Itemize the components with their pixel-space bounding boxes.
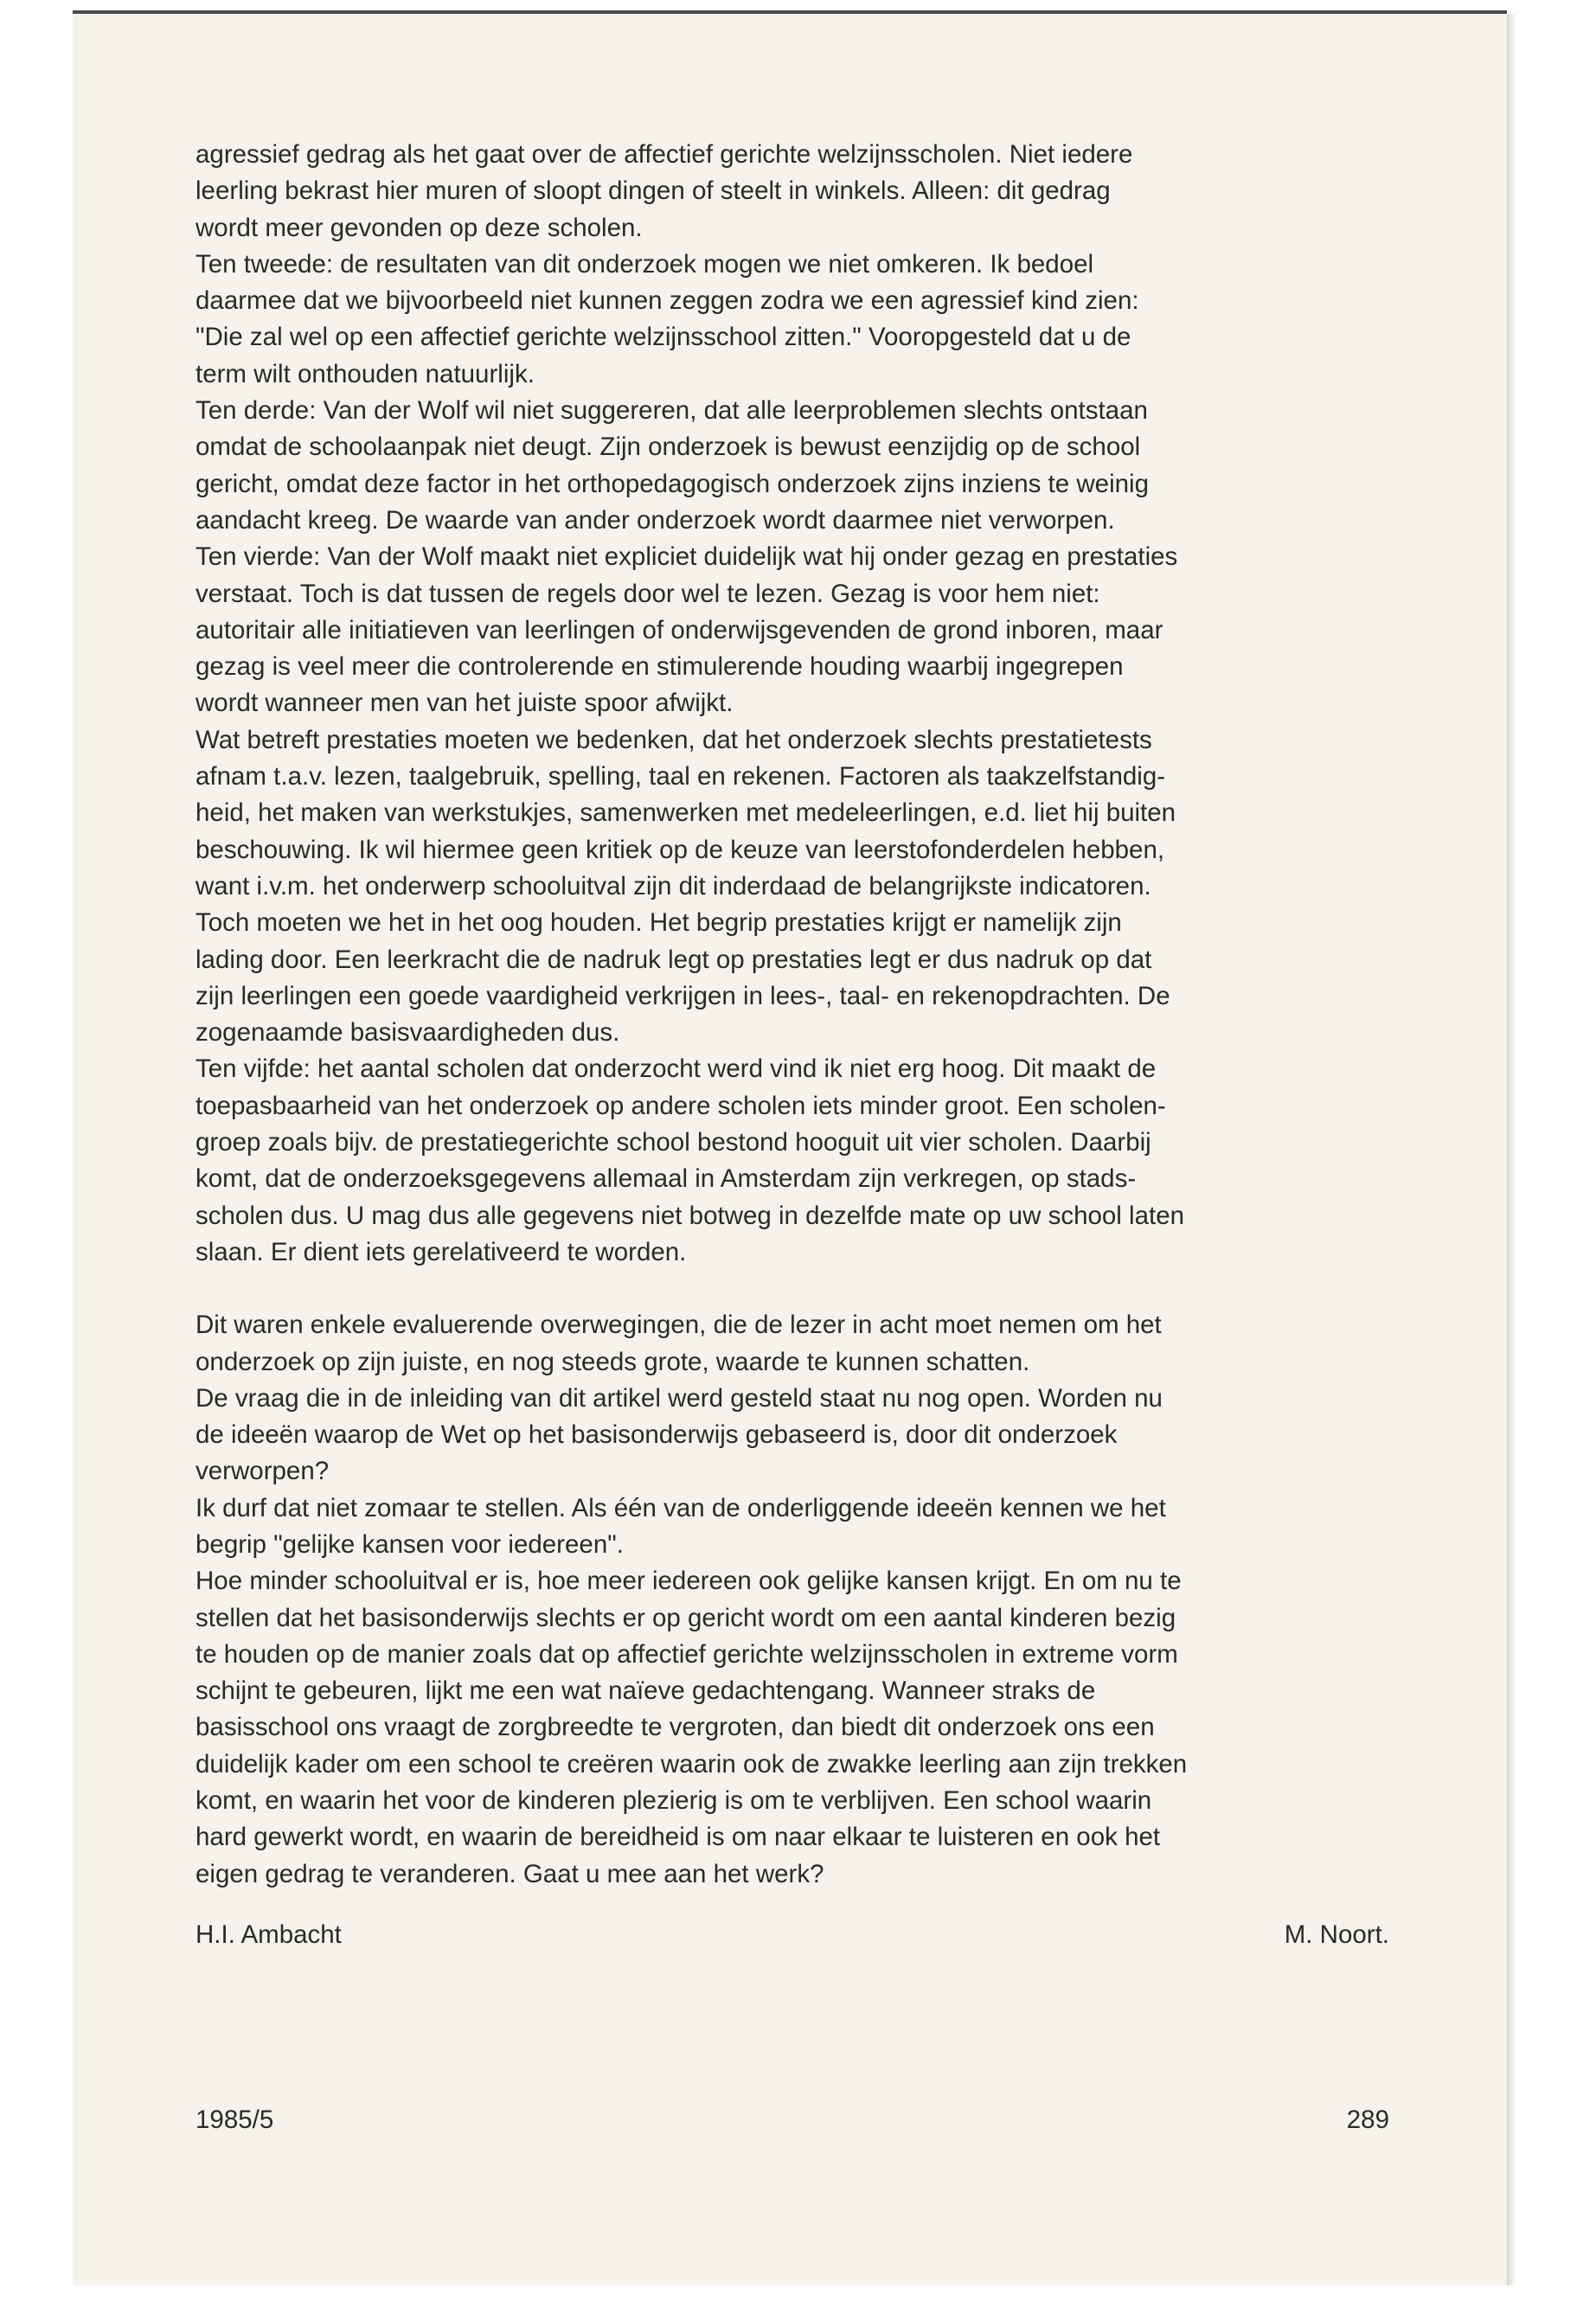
paragraph-gelijke-kansen: Ik durf dat niet zomaar te stellen. Als één van de onderliggende ideeën kennen we het begrip "gelijke kansen voor iedereen".	[195, 1493, 1166, 1559]
paragraph-ten-tweede: Ten tweede: de resultaten van dit onderzoek mogen we niet omkeren. Ik bedoel daarmee dat we bijvoorbeeld niet kunnen zeggen zodra we een agressief kind zien: "Die zal wel op een affectief gerichte welzijnsschool zitten." Vooropgesteld dat u de term wilt onthouden natuurlijk.	[195, 249, 1139, 388]
paragraph-ten-vierde: Ten vierde: Van der Wolf maakt niet expliciet duidelijk wat hij onder gezag en prestaties verstaat. Toch is dat tussen de regels door wel te lezen. Gezag is voor hem niet: autoritair alle initiatieven van leerlingen of onderwijsgevenden de grond inboren, maar gezag is veel meer die controlerende en stimulerende houding waarbij ingegrepen wordt wanneer men van het juiste spoor afwijkt.	[195, 542, 1178, 718]
paragraph-conclusie: Hoe minder schooluitval er is, hoe meer iedereen ook gelijke kansen krijgt. En om nu te stellen dat het basisonderwijs slechts er op gericht wordt om een aantal kinderen bezig te houden op de manier zoals dat op affectief gerichte welzijnsscholen in extreme vorm schijnt te gebeuren, lijkt me een wat naïeve gedachtengang. Wanneer straks de basisschool ons vraagt de zorgbreedte te vergroten, dan biedt dit onderzoek ons een duidelijk kader om een school te creëren waarin ook de zwakke leerling aan zijn trekken komt, en waarin het voor de kinderen plezierig is om te verblijven. Een school waarin hard gewerkt wordt, en waarin de bereidheid is om naar elkaar te luisteren en ook het eigen gedrag te veranderen. Gaat u mee aan het werk?	[195, 1567, 1188, 1888]
paragraph-evaluerende-overwegingen: Dit waren enkele evaluerende overwegingen, die de lezer in acht moet nemen om het onderzoek op zijn juiste, en nog steeds grote, waarde te kunnen schatten.	[195, 1311, 1162, 1376]
paragraph-prestaties: Wat betreft prestaties moeten we bedenken, dat het onderzoek slechts prestatietests afnam t.a.v. lezen, taalgebruik, spelling, taal en rekenen. Factoren als taakzelfstandig- heid, het maken van werkstukjes, samenwerken met medeleerlingen, e.d. liet hij buiten beschouwing. Ik wil hiermee geen kritiek op de keuze van leerstofonderdelen hebben, want i.v.m. het onderwerp schooluitval zijn dit inderdaad de belangrijkste indicatoren. Toch moeten we het in het oog houden. Het begrip prestaties krijgt er namelijk zijn lading door. Een leerkracht die de nadruk legt op prestaties legt er dus nadruk op dat zijn leerlingen een goede vaardigheid verkrijgen in lees-, taal- en rekenopdrachten. De zogenaamde basisvaardigheden dus.	[195, 725, 1176, 1048]
author-left: H.I. Ambacht	[195, 1920, 342, 1949]
page-number: 289	[1346, 2106, 1389, 2134]
paragraph-ten-vijfde: Ten vijfde: het aantal scholen dat onderzocht werd vind ik niet erg hoog. Dit maakt de toepasbaarheid van het onderzoek op andere scholen iets minder groot. Een scholen- groep zoals bijv. de prestatiegerichte school bestond hooguit uit vier scholen. Daarbij komt, dat de onderzoeksgegevens allemaal in Amsterdam zijn verkregen, op stads- scholen dus. U mag dus alle gegevens niet botweg in dezelfde mate op uw school laten slaan. Er dient iets gerelativeerd te worden.	[195, 1054, 1185, 1266]
paragraph-aggressive-behaviour: agressief gedrag als het gaat over de affectief gerichte welzijnsscholen. Niet iedere leerling bekrast hier muren of sloopt dingen of steelt in winkels. Alleen: dit gedrag wordt meer gevonden op deze scholen.	[195, 140, 1133, 242]
issue-number: 1985/5	[195, 2106, 274, 2134]
author-right: M. Noort.	[1284, 1920, 1389, 1949]
page-footer	[195, 2102, 1389, 2138]
paragraph-vraag-inleiding: De vraag die in de inleiding van dit artikel werd gesteld staat nu nog open. Worden nu de ideeën waarop de Wet op het basisonderwijs gebaseerd is, door dit onderzoek verworpen?	[195, 1383, 1163, 1486]
article-body	[195, 137, 1389, 1893]
paragraph-ten-derde: Ten derde: Van der Wolf wil niet suggereren, dat alle leerproblemen slechts ontstaan omdat de schoolaanpak niet deugt. Zijn onderzoek is bewust eenzijdig op de school gericht, omdat deze factor in het orthopedagogisch onderzoek zijns inziens te weinig aandacht kreeg. De waarde van ander onderzoek wordt daarmee niet verworpen.	[195, 396, 1149, 535]
author-signatures	[195, 1917, 1389, 1953]
